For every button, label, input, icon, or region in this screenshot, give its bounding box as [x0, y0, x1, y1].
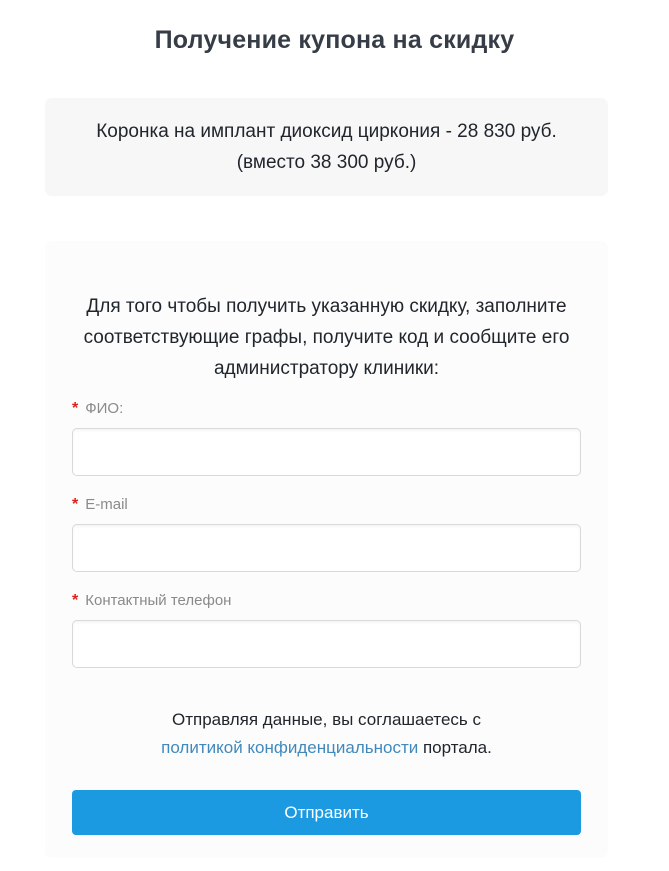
submit-button[interactable]: Отправить	[72, 790, 581, 835]
promo-offer-box	[45, 98, 608, 196]
field-fio	[72, 400, 581, 476]
consent-text	[72, 706, 581, 762]
consent-prefix: Отправляя данные, вы соглашаетесь с	[171, 710, 482, 729]
required-asterisk: *	[72, 592, 79, 609]
privacy-policy-link[interactable]: политикой конфиденциальности	[161, 738, 419, 757]
required-asterisk: *	[72, 496, 79, 513]
field-phone-label: Контактный телефон	[85, 592, 232, 609]
coupon-page	[0, 26, 669, 871]
field-fio-label-row	[72, 400, 581, 418]
promo-offer-line1: Коронка на имплант диоксид циркония - 28 830 руб.	[96, 121, 557, 142]
content-column	[45, 98, 608, 858]
field-phone-label-row	[72, 592, 581, 610]
field-email-label: E-mail	[85, 496, 128, 513]
field-phone	[72, 592, 581, 668]
page-title: Получение купона на скидку	[154, 26, 515, 54]
required-asterisk: *	[72, 400, 79, 417]
fio-input[interactable]	[72, 428, 581, 476]
field-fio-label: ФИО:	[85, 400, 124, 417]
phone-input[interactable]	[72, 620, 581, 668]
field-email-label-row	[72, 496, 581, 514]
email-input[interactable]	[72, 524, 581, 572]
promo-offer-line2: (вместо 38 300 руб.)	[236, 152, 417, 173]
field-email	[72, 496, 581, 572]
consent-suffix: портала.	[418, 738, 492, 757]
coupon-form-card	[45, 241, 608, 858]
form-instruction: Для того чтобы получить указанную скидку, заполните соответствующие графы, получите код и сообщите его администратору клиники:	[83, 296, 570, 379]
